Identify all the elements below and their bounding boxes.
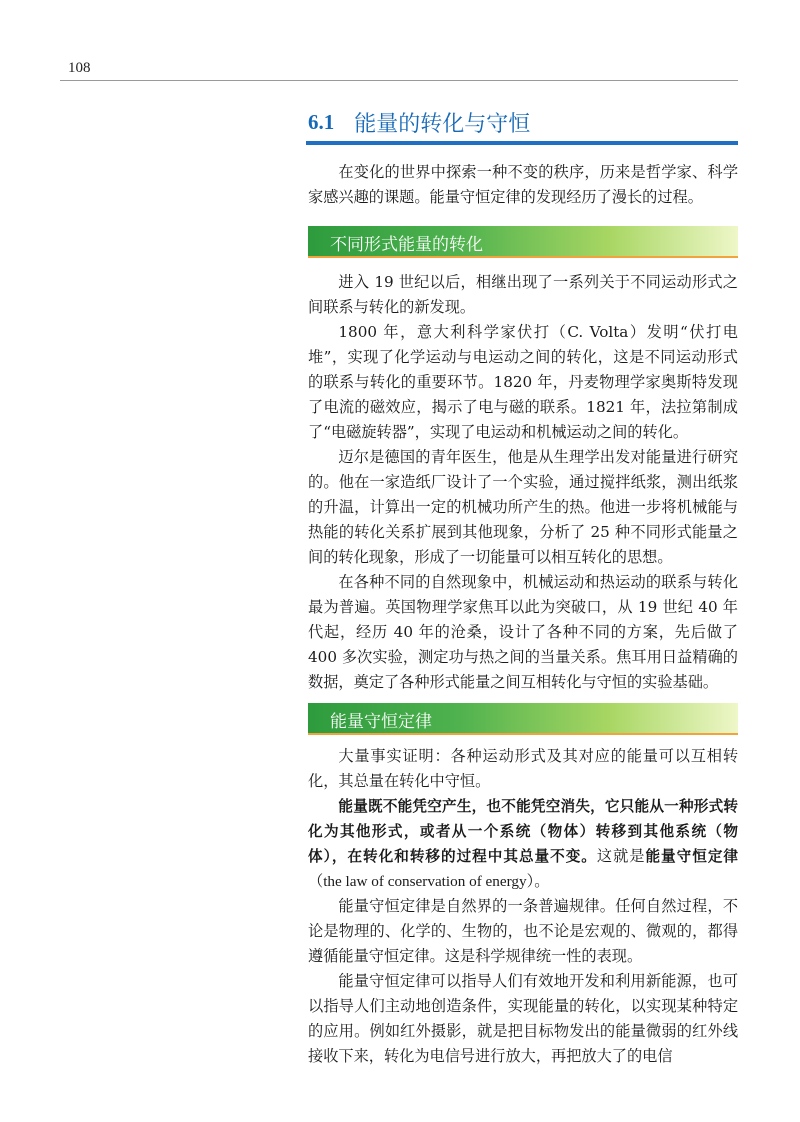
paragraph-mayer: 迈尔是德国的青年医生，他是从生理学出发对能量进行研究的。他在一家造纸厂设计了一个实验，通过搅拌纸浆，测出纸浆的升温，计算出一定的机械功所产生的热。他进一步将机械能与热能的转化关系扩展到其他现象，分析了 25 种不同形式能量之间的转化现象，形成了一切能量可以相互转化的思想。 (308, 448, 738, 566)
intro-paragraph: 在变化的世界中探索一种不变的秩序，历来是哲学家、科学家感兴趣的课题。能量守恒定律的发现经历了漫长的过程。 (308, 163, 738, 206)
subsection-banner-conservation-law (308, 703, 738, 735)
subsection-title: 不同形式能量的转化 (330, 235, 483, 255)
paragraph-volta: 1800 年，意大利科学家伏打（C. Volta）发明“伏打电堆”，实现了化学运动与电运动之间的转化，这是不同运动形式的联系与转化的重要环节。1820 年，丹麦物理学家奥斯特发现了电流的磁效应，揭示了电与磁的联系。1821 年，法拉第制成了“电磁旋转器”，实现了电运动和机械运动之间的转化。 (308, 323, 738, 441)
paragraph-19th-century: 进入 19 世纪以后，相继出现了一系列关于不同运动形式之间联系与转化的新发现。 (308, 273, 738, 316)
paragraph-facts: 大量事实证明：各种运动形式及其对应的能量可以互相转化，其总量在转化中守恒。 (308, 747, 738, 790)
section-title: 能量的转化与守恒 (354, 111, 531, 137)
section-number: 6.1 (308, 109, 335, 134)
paragraph-law-statement (308, 794, 738, 894)
paragraph-universal-law: 能量守恒定律是自然界的一条普遍规律。任何自然过程，不论是物理的、化学的、生物的，也不论是宏观的、微观的，都得遵循能量守恒定律。这是科学规律统一性的表现。 (308, 897, 738, 965)
paragraph-joule: 在各种不同的自然现象中，机械运动和热运动的联系与转化最为普遍。英国物理学家焦耳以此为突破口，从 19 世纪 40 年代起，经历 40 年的沧桑，设计了各种不同的方案，先后做了 400 多次实验，测定功与热之间的当量关系。焦耳用日益精确的数据，奠定了各种形式能量之间互相转化与守恒的实验基础。 (308, 573, 738, 691)
law-english-term: （the law of conservation of energy）。 (308, 873, 550, 890)
page-number: 108 (68, 60, 91, 76)
subsection-title: 能量守恒定律 (330, 712, 432, 732)
law-statement-bold: 能量既不能凭空产生，也不能凭空消失，它只能从一种形式转化为其他形式，或者从一个系统（物体）转移到其他系统（物体），在转化和转移的过程中其总量不变。 (308, 798, 738, 865)
section-title-underline (306, 141, 738, 145)
subsection-banner-energy-conversion (308, 226, 738, 258)
law-term: 能量守恒定律 (645, 848, 739, 865)
section-heading (308, 104, 530, 140)
paragraph-applications: 能量守恒定律可以指导人们有效地开发和利用新能源，也可以指导人们主动地创造条件，实现能量的转化，以实现某种特定的应用。例如红外摄影，就是把目标物发出的能量微弱的红外线接收下来，转化为电信号进行放大，再把放大了的电信 (308, 972, 738, 1065)
law-tail: 这就是 (596, 847, 646, 865)
header-divider (60, 80, 738, 81)
